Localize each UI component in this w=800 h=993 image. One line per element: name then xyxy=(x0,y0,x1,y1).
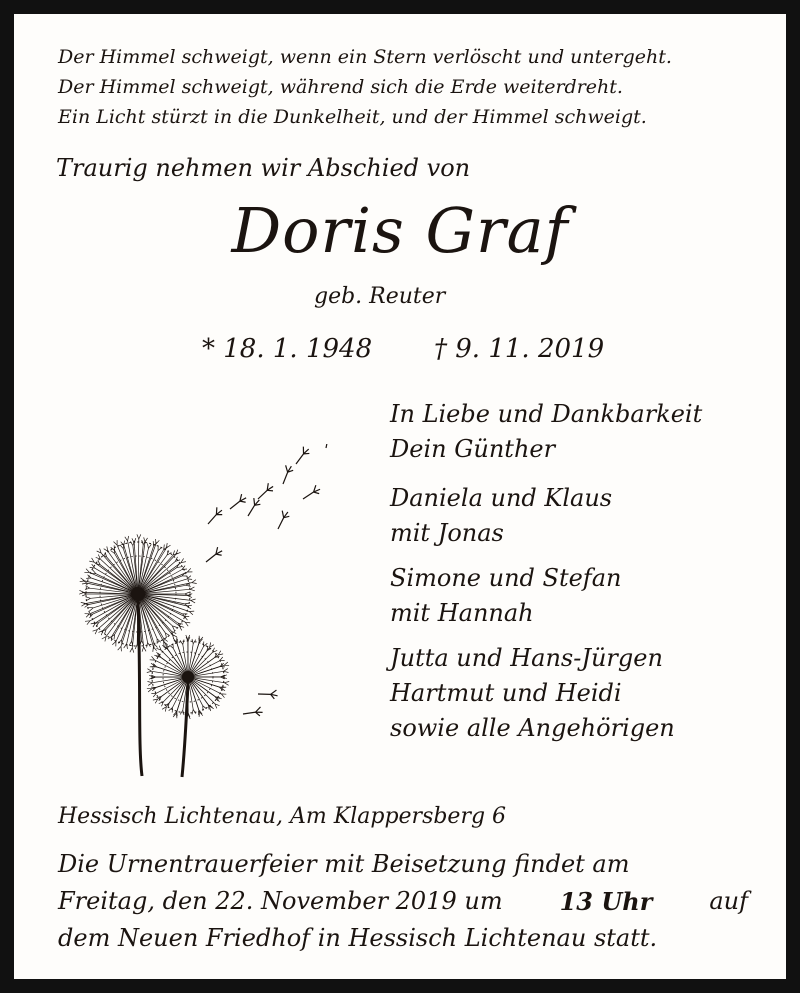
family-signatures xyxy=(390,397,780,746)
dandelion-illustration xyxy=(58,444,358,784)
family-line: Hartmut und Heidi xyxy=(390,679,622,707)
ceremony-line xyxy=(58,846,748,883)
obituary-card xyxy=(14,14,786,979)
ceremony-text: auf xyxy=(709,887,748,915)
ceremony-line xyxy=(58,883,748,920)
dandelion-big xyxy=(79,534,197,776)
poem-line: Ein Licht stürzt in die Dunkelheit, und der Himmel schweigt. xyxy=(58,106,647,128)
intro-text: Traurig nehmen wir Abschied von xyxy=(56,154,471,182)
ceremony-text: Freitag, den 22. November 2019 um xyxy=(58,887,503,915)
deceased-name: Doris Graf xyxy=(231,194,569,267)
ceremony-info xyxy=(58,846,748,957)
family-line: mit Hannah xyxy=(390,599,534,627)
poem-line: Der Himmel schweigt, wenn ein Stern verlöscht und untergeht. xyxy=(58,46,672,68)
family-line: Dein Günther xyxy=(390,435,556,463)
ceremony-text: dem Neuen Friedhof in Hessisch Lichtenau statt. xyxy=(58,924,658,952)
maiden-name: geb. Reuter xyxy=(314,284,446,309)
ceremony-line xyxy=(58,920,748,957)
poem xyxy=(58,42,758,132)
family-line: Simone und Stefan xyxy=(390,564,622,592)
address: Hessisch Lichtenau, Am Klappersberg 6 xyxy=(58,804,507,829)
family-line: Jutta und Hans-Jürgen xyxy=(390,644,663,672)
ceremony-time: 13 Uhr xyxy=(559,887,653,916)
family-line: Daniela und Klaus xyxy=(390,484,613,512)
family-line: sowie alle Angehörigen xyxy=(390,714,675,742)
birth-date: * 18. 1. 1948 xyxy=(202,334,373,364)
family-line: mit Jonas xyxy=(390,519,504,547)
dandelion-small xyxy=(147,635,229,777)
death-date: † 9. 11. 2019 xyxy=(434,334,605,364)
family-line: In Liebe und Dankbarkeit xyxy=(390,400,703,428)
ceremony-text: Die Urnentrauerfeier mit Beisetzung findet am xyxy=(58,850,630,878)
poem-line: Der Himmel schweigt, während sich die Erde weiterdreht. xyxy=(58,76,623,98)
